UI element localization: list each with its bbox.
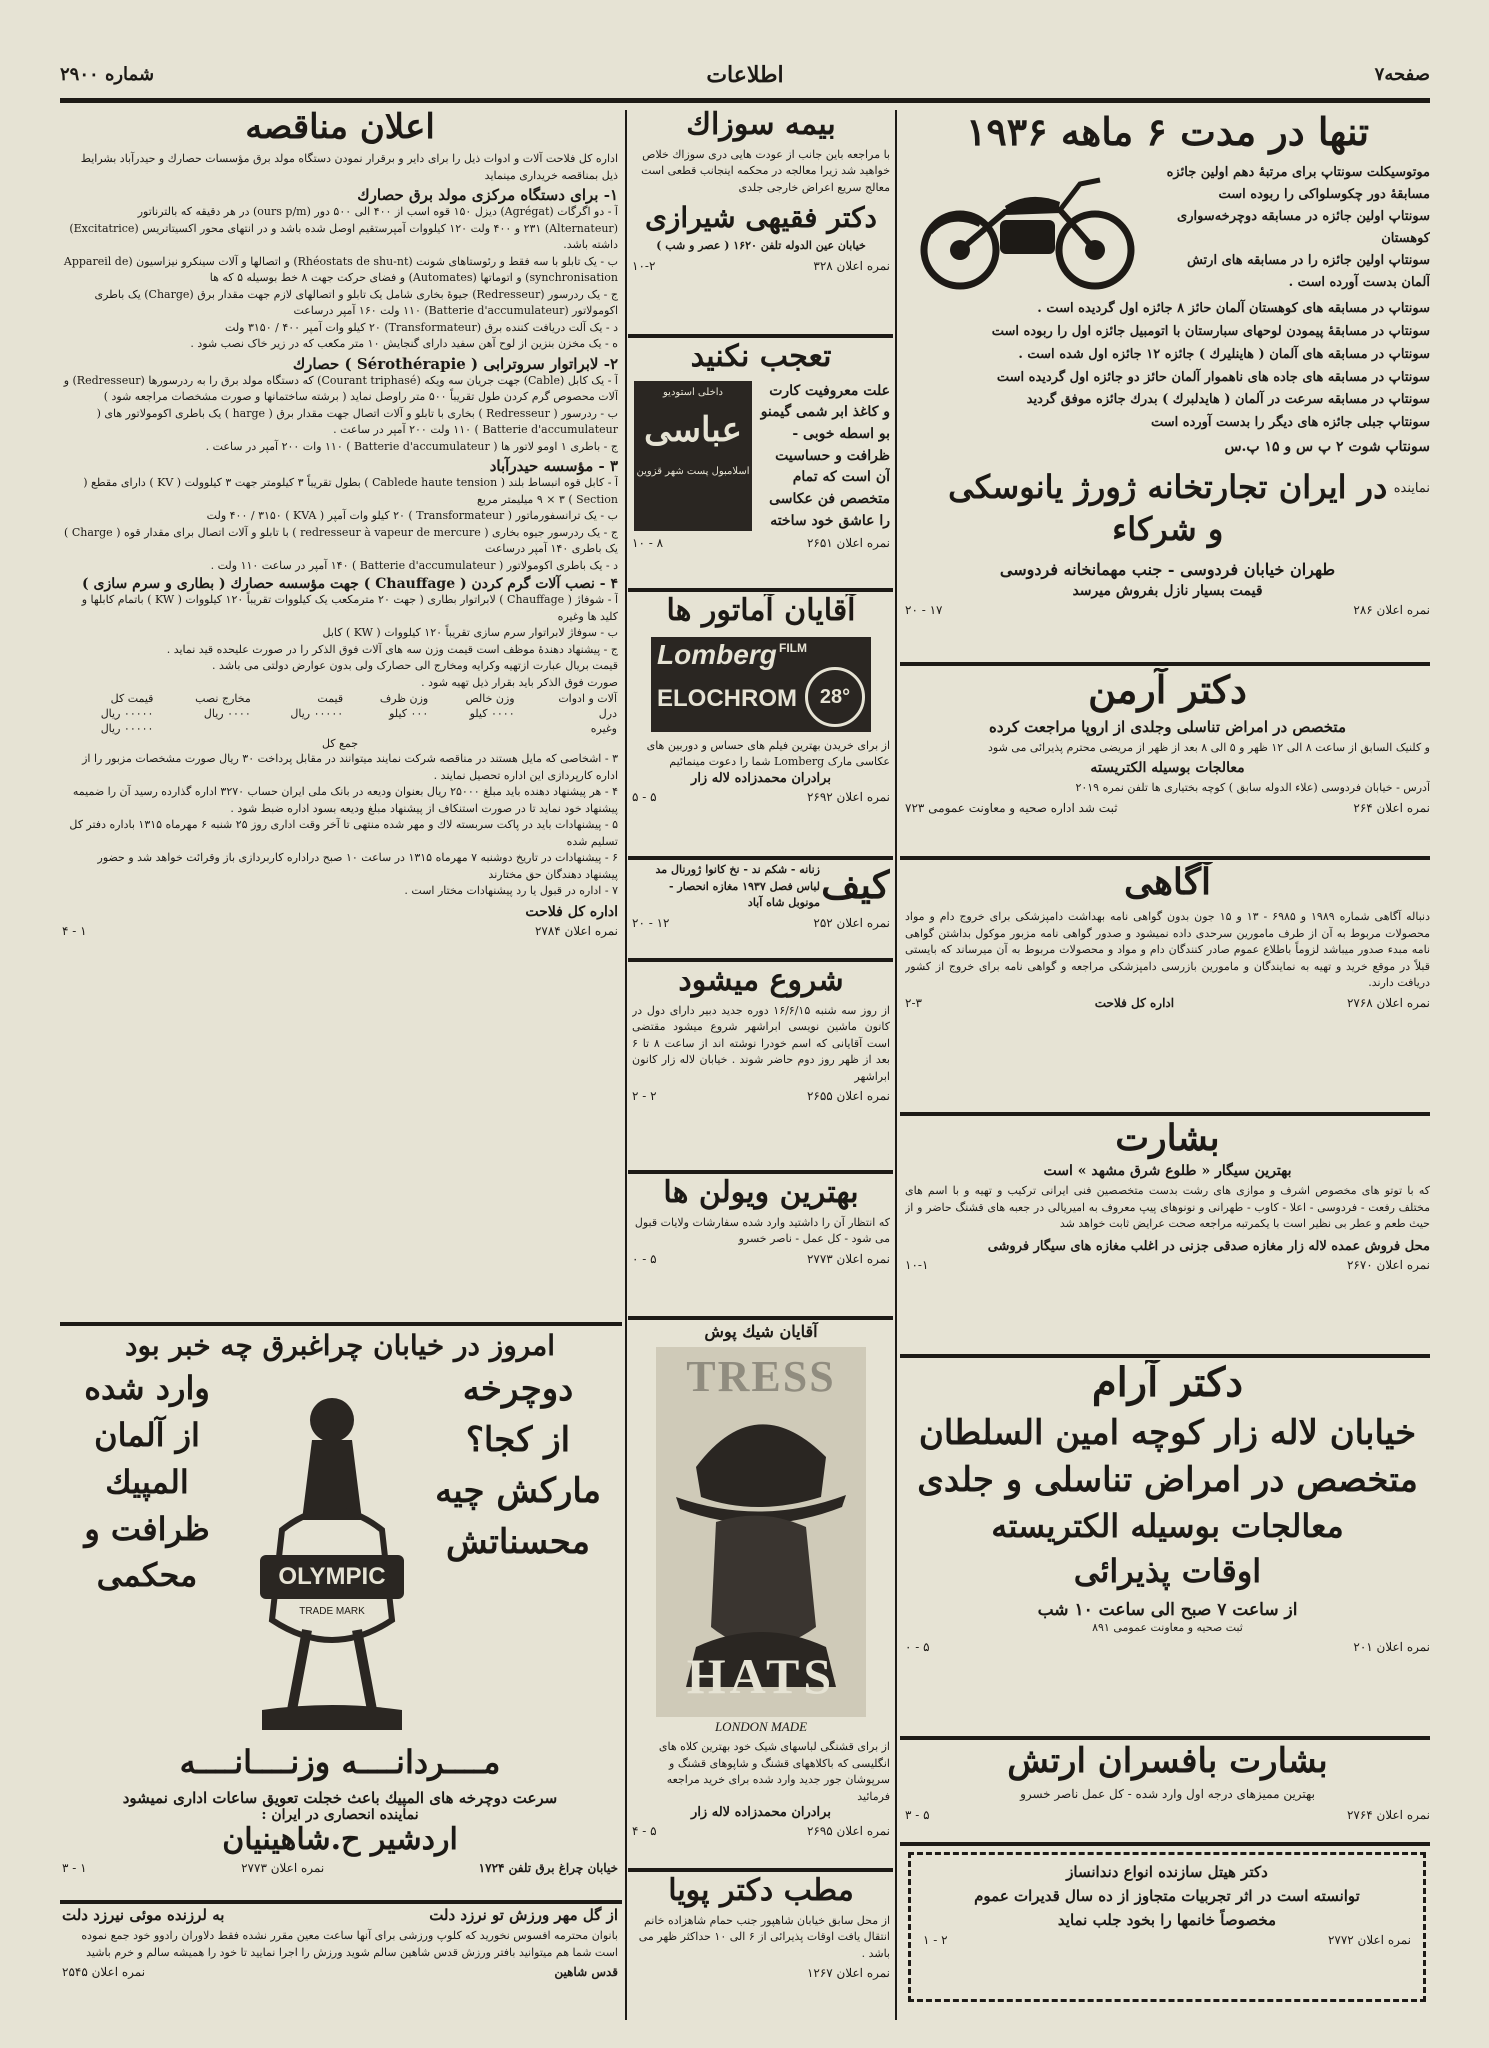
motorcycle-ad: [905, 108, 1430, 658]
ad-dates: ۱ - ۴: [62, 923, 87, 938]
dr-aram-line: دکتر آرام: [1091, 1360, 1244, 1406]
olympic-trademark: TRADE MARK: [299, 1606, 365, 1618]
hats-ad: [632, 1322, 890, 1867]
starts-body: از روز سه شنبه ۱۶/۶/۱۵ دوره جدید دبیر دارای دول در کانون ماشین نویسی ابراشهر شروع میشود مقتضی است آقایانی که اسم خودرا نوشته اند از ساعت ۸ تا ۶ بعد از ظهر روز دوم حاضر شوند . خیابان لاله زار کانون ابراشهر: [632, 1003, 890, 1083]
hats-brand-top: TRESS: [686, 1352, 836, 1401]
ad-dates: ۲ - ۱: [923, 1933, 948, 1947]
ad-dates: ۵ - ۴: [632, 1824, 657, 1838]
notice-ad: [905, 862, 1430, 1112]
tender-table-title: صورت فوق الذکر باید بقرار ذیل تهیه شود .: [421, 675, 618, 689]
notice-headline: آگاهی: [1123, 862, 1212, 903]
tender-item: ب - یک ترانسفورماتور ( Transformateur ) ۲۰ کیلو وات آمپر ( KVA ) ۴۰۰ / ۳۱۵۰ ولت: [206, 509, 618, 523]
besharat-ad: [905, 1118, 1430, 1353]
insurance-headline: بیمه سوزاك: [686, 108, 836, 142]
starts-ad: [632, 964, 890, 1169]
tender-section: ۲- لابراتوار سروترابی ( Sérothérapie ) حصارك: [292, 354, 618, 373]
motorcycle-headline: تنها در مدت ۶ ماهه ۱۹۳۶: [965, 109, 1370, 154]
ad-number: نمره اعلان ۲۶۴: [1353, 800, 1430, 815]
motorcycle-rep-label: نماینده: [1393, 481, 1430, 497]
abbasi-logo-top: داخلی استودیو: [663, 386, 723, 398]
motorcycle-lines-top: [1145, 162, 1430, 295]
motorcycle-line: سونتاپ در مسابقه های کوهستان آلمان حائز ۸ جائزه اول گردیده است .: [1037, 301, 1430, 317]
film-speed-badge: 28°: [805, 667, 865, 727]
amateurs-ad: [632, 594, 890, 854]
lomberg-logo: [651, 637, 871, 732]
elochrom-brand: ELOCHROM: [657, 684, 797, 712]
ad-number: نمره اعلان ۲۷۷۳: [241, 1861, 325, 1876]
ad-separator: [628, 588, 893, 592]
dr-pouya-headline: مطب دکتر پویا: [668, 1874, 854, 1908]
newspaper-title: اطلاعات: [706, 62, 784, 88]
motorcycle-line: موتوسیکلت سونتاپ برای مرتبهٔ دهم اولین جائزه: [1166, 164, 1430, 180]
tender-condition: ۳ - اشخاصی که مایل هستند در مناقصه شرکت نمایند میتوانند در مقابل پرداخت ۳۰ ریال صورت مشخصات مزبور را از اداره کارپردازی این اداره تحصیل نمایند .: [82, 752, 618, 782]
dentist-line: مخصوصاً خانمها را بخود جلب نماید: [1057, 1911, 1277, 1929]
lomberg-brand: Lomberg: [657, 638, 777, 670]
tender-table: [62, 691, 618, 751]
ad-number: نمره اعلان ۲۷۶۴: [1346, 1807, 1430, 1822]
dr-pouya-body: از محل سابق خیابان شاهپور جنب حمام شاهزاده خانم انتقال یافت اوقات پذیرائی از ۶ الی ۱۰ حداکثر ظهر می باشد .: [638, 1913, 890, 1960]
tender-item: ج - یک ردرسور (Redresseur) جیوهٔ بخاری شامل یک تابلو و اتصالهای لازم جهت مقدار برق (Charge) یک باطری اکومولاتور (Batterie d'accumulateur) ۱۱۰ ولت ۱۶۰ آمپر درساعت: [94, 287, 618, 318]
gym-headline: از گل مهر ورزش تو نرزد دلت: [429, 1906, 618, 1924]
ad-note: ثبت شد اداره صحیه و معاونت عمومی ۷۲۳: [905, 800, 1118, 815]
tender-item: آ - کابل قوه انبساط بلند ( Cablede haute tension ) بطول تقریباً ۳ کیلومتر جهت ۳ کیلوولت ( KV ) دارای مقطع ( Section ) ۹ × ۳ میلیمتر مربع: [83, 476, 618, 506]
ad-number: نمره اعلان ۲۵۲: [813, 915, 890, 930]
tender-table-head: مخارج نصب: [195, 692, 251, 706]
column-divider: [625, 110, 627, 2020]
ad-number: نمره اعلان ۲۶۵۵: [806, 1089, 890, 1103]
ad-number: نمره اعلان ۲۰۱: [1353, 1640, 1430, 1655]
tender-item: ه - یک مخزن بنزین از لوح آهن سفید دارای گنجایش ۱۰ متر مکعب که در زیر خاک نصب شود .: [190, 337, 618, 351]
tender-section: ۴ - نصب آلات گرم کردن ( Chauffage ) جهت مؤسسه حصارك ( بطاری و سرم سازی ): [82, 576, 618, 593]
amateurs-seller: برادران محمدزاده لاله زار: [691, 770, 831, 786]
olympic-left-line: ظرافت و: [84, 1509, 210, 1548]
amateurs-headline: آقایان آماتور ها: [666, 594, 856, 628]
motorcycle-line: سونتاپ در مسابقه سرعت در آلمان ( هایدلبرك ) بدرك جائزه موفق گردید: [1026, 392, 1430, 408]
ad-separator: [628, 334, 893, 338]
abbasi-body: علت معروفیت کارت و کاغذ ابر شمی گیمنو بو اسطه خوبی - ظرافت و حساسیت آن است که تمام متخصص فن عکاسی را عاشق خود ساخته: [760, 382, 890, 529]
motorcycle-illustration: [905, 162, 1145, 292]
ad-dates: ۵ - ۰: [905, 1640, 930, 1655]
olympic-ad: [62, 1330, 618, 1895]
dr-aram-line: اوقات پذیرائی: [1073, 1551, 1262, 1590]
abbasi-ad: [632, 340, 890, 585]
tender-table-cell: ۰۰۰۰۰ ریال: [100, 722, 154, 736]
tender-item: ج - پیشنهاد دهندهٔ موظف است قیمت وزن سه های آلات فوق الذکر را در صورت علیحده قید نماید .: [166, 642, 618, 656]
gym-body: بانوان محترمه افسوس نخورید که کلوپ ورزشی برای آنها ساعت معین مقرر نشده فقط دلاوران رادوو خود جمع نموده است شما هم میتوانید بافتر ورزش قدس شاهین سالم شوید ورزش را اجرا نمایید تا خود را همیشه سالم و خرم باشید: [81, 1929, 618, 1959]
officers-ad: [905, 1742, 1430, 1842]
besharat-body: که با توتو های مخصوص اشرف و موازی های رشت بدست متخصصین فنی ایرانی ترکیب و تهیه و با اسم های مختلف رفعت - فردوسی - اعلا - کاوب - طهرانی و نونوهای پیپ معروف به امیریالی در جعبه های قشنگ حاضر و از حیث طعم و عطر بی نظیر است با یکمرتبه مراجعه صحت عرایض ثابت خواهد شد: [905, 1184, 1430, 1231]
tender-table-cell: وغیره: [590, 722, 617, 736]
motorcycle-price: قیمت بسیار نازل بفروش میرسد: [1072, 583, 1263, 600]
tender-item: د - یک آلت دریافت کننده برق (Transformateur) ۲۰ کیلو وات آمپر ۴۰۰ / ۳۱۵۰ ولت: [225, 320, 618, 334]
insurance-address: خیابان عین الدوله تلفن ۱۶۲۰ ( عصر و شب ): [656, 239, 866, 253]
olympic-left-line: محکمی: [96, 1556, 198, 1595]
insurance-body: با مراجعه باین جانب از عودت هایی دری سوزاك خلاص خواهید شد زیرا معالجه در محکمه اینجانب قطعی است معالج سریع اعراض خارجی جلدی: [641, 147, 890, 194]
ad-dates: ۱۷ - ۲۰: [905, 603, 943, 618]
tender-section: ۳ - مؤسسه حیدرآباد: [489, 457, 618, 476]
tender-table-cell: درل: [598, 707, 617, 721]
ad-separator: [60, 1322, 622, 1326]
violins-ad: [632, 1176, 890, 1316]
tender-table-total: جمع کل: [321, 737, 359, 751]
tender-sign: اداره کل فلاحت: [525, 903, 618, 920]
notice-sign: اداره کل فلاحت: [1094, 995, 1175, 1010]
ad-number: نمره اعلان ۲۶۹۵: [806, 1824, 890, 1838]
dentist-ad: [908, 1852, 1426, 2002]
abbasi-logo-bottom: اسلامبول پست شهر قزوین: [636, 465, 750, 477]
tender-item: ج - باطری ۱ اومو لاتور ها ( Batterie d'accumulateur ) ۱۱۰ وات ۲۰۰ آمپر در ساعت .: [205, 439, 618, 453]
tender-table-head: وزن ظرف: [379, 692, 429, 706]
ad-number: نمره اعلان ۱۲۶۷: [806, 1966, 890, 1980]
olympic-logo: [252, 1370, 412, 1740]
ad-dates: ۵ - ۳: [905, 1807, 930, 1822]
dr-armen-sub: متخصص در امراض تناسلی وجلدی از اروپا مراجعت کرده: [989, 717, 1346, 736]
tender-item: آ - شوفاژ ( Chauffage ) لابراتوار بطاری ( جهت ۲۰ مترمکعب یک کیلووات تقریباً ۱۲۰ کیلووات ( KW ) باتمام کابلها و کلید ها وغیره: [81, 593, 618, 623]
tender-table-head: قیمت: [317, 692, 344, 706]
dr-aram-hours: از ساعت ۷ صبح الی ساعت ۱۰ شب: [1037, 1599, 1298, 1620]
motorcycle-company: در ایران تجارتخانه ژورژ یانوسکی و شرکاء: [948, 468, 1388, 548]
besharat-sub: بهترین سیگار « طلوع شرق مشهد » است: [1043, 1163, 1292, 1180]
tender-item: ب - یک تابلو با سه فقط و رئوستاهای شونت (Rhéostats de shu-nt) و اتصالها و آلات سینکرو نیزاسیون (Appareil de synchronisation) و اتوماتها (Automates) و فضای حرکت جهت ۸ خط بوسیله ۵ که ها: [63, 254, 618, 285]
dr-aram-note: ثبت صحیه و معاونت عمومی ۸۹۱: [1092, 1620, 1243, 1634]
tender-table-cell: [252, 721, 344, 736]
olympic-right-text: [418, 1370, 618, 1562]
tender-table-cell: [429, 721, 515, 736]
abbasi-logo: [634, 381, 752, 531]
ad-separator: [628, 1170, 893, 1174]
olympic-address: خیابان چراغ برق تلفن ۱۷۲۴: [478, 1861, 618, 1876]
ad-separator: [900, 662, 1430, 666]
kif-word: کیف: [821, 862, 890, 907]
dr-aram-line: متخصص در امراض تناسلی و جلدی: [917, 1460, 1418, 1501]
violins-headline: بهترین ویولن ها: [663, 1176, 859, 1210]
tender-table-cell: [344, 721, 429, 736]
tender-table-cell: ۰۰۰۰ کیلو: [469, 707, 515, 721]
ad-number: نمره اعلان ۲۷۷۲: [1327, 1933, 1411, 1947]
motorcycle-line: سونتاپ در مسابقه های جاده های ناهموار آلمان حائز دو جائزه اول گردیده است: [996, 369, 1430, 385]
ad-separator: [900, 1112, 1430, 1116]
ad-dates: ۱۰-۲: [632, 258, 656, 273]
motorcycle-line: مسابقهٔ دور چکوسلواکی را ربوده است: [1218, 186, 1430, 202]
dentist-line: دکتر هیتل سازنده انواع دندانساز: [1066, 1863, 1268, 1881]
tender-intro: اداره کل فلاحت آلات و ادوات ذیل را برای دایر و برقرار نمودن دستگاه مولد برق مؤسسات حصارك و حیدرآباد بشرایط ذیل بمناقصه خریداری مینماید: [80, 152, 618, 182]
tender-item: ج - یک ردرسور جیوه بخاری ( redresseur à vapeur de mercure ) با تابلو و آلات اتصال برای مقدار قوه ( Charge ) یک باطری ۱۴۰ آمپر درساعت: [64, 525, 618, 556]
ad-separator: [60, 1900, 622, 1904]
page-label: صفحه۷: [1374, 64, 1430, 85]
ad-separator: [628, 856, 893, 860]
hats-brand: HATS: [686, 1648, 836, 1704]
besharat-sale: محل فروش عمده لاله زار مغازه صدقی جزنی در اغلب مغازه های سیگار فروشی: [987, 1238, 1430, 1254]
tender-table-head: وزن خالص: [465, 692, 515, 706]
ad-dates: ۸ - ۱۰: [632, 536, 664, 551]
gym-headline-2: به لرزنده موئی نیرزد دلت: [62, 1906, 225, 1924]
dr-aram-line: معالجات بوسیله الکتریسته: [991, 1507, 1344, 1546]
violins-body: که انتظار آن را داشتید وارد شده سفارشات ولایات قبول می شود - کل عمل - ناصر خسرو: [634, 1215, 890, 1245]
motorcycle-line: سونتاپ اولین جائزه را در مسابقه های ارتش: [1186, 253, 1430, 269]
dr-aram-ad: [905, 1360, 1430, 1735]
tender-item: ب - سوفاژ لابراتوار سرم سازی تقریباً ۱۲۰ کیلووات ( KW ) کابل: [322, 626, 618, 640]
olympic-bottom: مــــردانــــه وزنــــانــــه: [179, 1743, 501, 1782]
dr-armen-body: و کلنیک السابق از ساعت ۸ الی ۱۲ ظهر و ۵ الی ۸ بعد از ظهر از مریضی محترم پذیرائی می شود: [987, 740, 1430, 754]
ad-number: نمره اعلان ۲۷۷۳: [806, 1251, 890, 1266]
olympic-right-line: محسناتش: [446, 1522, 590, 1563]
ad-separator: [900, 1354, 1430, 1358]
ad-dates: ۵ - ۵: [632, 789, 657, 804]
tender-condition: ۷ - اداره در قبول یا رد پیشنهادات مختار است .: [404, 884, 618, 898]
header-rule: [60, 98, 1430, 103]
tender-item: آ - یک کابل (Cable) جهت جریان سه ویکه (Courant triphasé) که دستگاه مولد برق را به ردرسورها (Redresseur) و آلات محصوص گرم کردن طول تقریباً ۵۰۰ متر راوصل نماید ( برشته ساختمانها و صورت مشخصات مراجعه شود ): [63, 373, 618, 404]
ad-number: نمره اعلان ۲۷۶۸: [1346, 995, 1430, 1010]
olympic-right-line: دوچرخه: [462, 1369, 574, 1410]
hats-headline: آقایان شیك پوش: [704, 1322, 818, 1341]
olympic-speed: سرعت دوچرخه های المپیك باعث خجلت تعویق ساعات اداری نمیشود: [122, 1788, 558, 1807]
notice-body: دنباله آگاهی شماره ۱۹۸۹ و ۶۹۸۵ - ۱۳ و ۱۵ جون بدون گواهی نامه بهداشت دامپزشکی برای خروج دام و مواد محصولات مربوط به آن از طرف مامورین سرحدی داده نمیشود و صدور گواهی نامه مزبور موکول بداشتن گواهی نامه مبدء صدور میباشد لزوماً باطلاع عموم صادر کنندگان دام و مواد و محصولات مربوط به آن میرساند که بایستی قبلاً در موقع خرید و تهیه به نمایندگان و مامورین بازرسی دامپزشکی مراجعه و گواهی نامه برای خروج از کشور دریافت دارند.: [905, 910, 1430, 990]
dr-armen-address: آدرس - خیابان فردوسی (علاء الدوله سابق ) کوچه بختیاری ها تلفن نمره ۲۰۱۹: [1075, 781, 1430, 795]
gym-ad: [62, 1906, 618, 2016]
tender-table-head: آلات و ادوات: [558, 692, 617, 706]
ad-separator: [628, 958, 893, 962]
tender-table-head: قیمت کل: [110, 692, 154, 706]
motorcycle-line: سونتاپ شوت ۲ پ س و ۱۵ پ.س: [1224, 438, 1430, 455]
motorcycle-address: طهران خیابان فردوسی - جنب مهمانخانه فردوسی: [999, 560, 1336, 580]
ad-separator: [900, 1842, 1430, 1846]
insurance-doctor: دکتر فقیهی شیرازی: [644, 201, 877, 234]
olympic-right-line: مارکش چیه: [435, 1471, 601, 1512]
dr-aram-line: خیابان لاله زار کوچه امین السلطان: [918, 1413, 1417, 1453]
tender-table-cell: [154, 721, 251, 736]
hats-made: LONDON MADE: [714, 1719, 808, 1734]
ad-dates: ۲ - ۲: [632, 1089, 657, 1103]
tender-condition: ۴ - هر پیشنهاد دهنده باید مبلغ ۲۵۰۰۰ ریال بعنوان ودیعه در بانک ملی ایران حساب ۳۲۷۰ اداره گذارده رسید آن را ضمیمه پیشنهاد خود نماید تا در صورت استنکاف از پیشنهاد مبلغ ودیعه بسود اداره ضبط شود .: [72, 785, 618, 815]
hats-illustration: [656, 1347, 866, 1717]
tender-table-cell: ۰۰۰۰ ریال: [203, 707, 251, 721]
lomberg-film: FILM: [779, 640, 807, 655]
ad-dates: ۲-۳: [905, 995, 922, 1010]
besharat-headline: بشارت: [1115, 1118, 1220, 1159]
motorcycle-lines-bottom: [905, 298, 1430, 459]
olympic-rep: نماینده انحصاری در ایران :: [261, 1806, 419, 1823]
kif-body: زنانه - شکم ند - نخ کانوا ژورنال مد لباس فصل ۱۹۳۷ مغازه انحصار - مونوبل شاه آباد: [655, 863, 820, 909]
olympic-left-line: المپیك: [105, 1462, 189, 1501]
tender-item: آ - دو اگرگات (Agrégat) دیزل ۱۵۰ قوه اسب از ۴۰۰ الی ۵۰۰ دور (ours p/m) در هر دقیقه که بالترناتور (Alternateur) ۲۳۱ و ۴۰۰ ولت ۱۲۰ کیلووات آمپرستقیم اوصل شده باشد و در انتهای محور اکسیتاتریس (Excitatrice) داشته باشد.: [69, 205, 618, 252]
motorcycle-line: سونتاپ اولین جائزه در مسابقه دوچرخه‌سواری کوهستان: [1177, 208, 1430, 246]
ad-number: نمره اعلان ۳۲۸: [813, 258, 890, 273]
tender-table-cell: ۰۰۰۰۰ ریال: [100, 707, 154, 721]
dr-armen-treat: معالجات بوسیله الکتریسته: [1090, 760, 1245, 777]
ad-number: نمره اعلان ۲۸۶: [1353, 603, 1430, 618]
insurance-ad: [632, 108, 890, 333]
motorcycle-line: آلمان بدست آورده است .: [1288, 275, 1430, 291]
page-header: [60, 60, 1430, 100]
ad-separator: [628, 1868, 893, 1872]
ad-number: نمره اعلان ۲۵۴۵: [62, 1965, 146, 1979]
hats-seller: برادران محمدزاده لاله زار: [691, 1805, 831, 1820]
olympic-left-text: [62, 1370, 232, 1594]
dr-armen-ad: [905, 668, 1430, 853]
starts-headline: شروع میشود: [678, 964, 844, 998]
ad-dates: ۵ - ۰: [632, 1251, 657, 1266]
olympic-right-line: از کجا؟: [465, 1420, 571, 1461]
gym-name: قدس شاهین: [554, 1965, 618, 1979]
ad-number: نمره اعلان ۲۶۷۰: [1346, 1257, 1430, 1272]
tender-condition: ۵ - پیشنهادات باید در پاکت سربسته لاك و مهر شده منتهی تا آخر وقت اداری روز ۲۵ شنبه ۶ مهرماه ۱۳۱۵ باداره دفتر کل تسلیم شده: [69, 818, 618, 848]
ad-number: نمره اعلان ۲۷۸۴: [534, 923, 618, 938]
hats-body: از برای قشنگی لباسهای شیک خود بهترین کلاه های انگلیسی که باکلاههای قشنگ و شاپوهای قشنگ و سرپوشان جور جدید وارد شده برای خرید مراجعه فرمائید: [658, 1740, 890, 1803]
column-divider: [895, 110, 897, 2020]
olympic-left-line: از آلمان: [94, 1415, 200, 1454]
tender-table-cell: ۰۰۰۰۰ ریال: [290, 707, 344, 721]
abbasi-logo-name: عباسی: [644, 409, 742, 450]
dentist-line: توانسته است در اثر تجربیات متجاوز از ده سال قدیرات عموم: [974, 1887, 1360, 1905]
ad-separator: [900, 1736, 1430, 1740]
officers-headline: بشارت بافسران ارتش: [1007, 1742, 1328, 1781]
abbasi-headline: تعجب نکنید: [690, 340, 832, 374]
officers-body: بهترین ممیزهای درجه اول وارد شده - کل عمل ناصر خسرو: [1020, 1787, 1315, 1802]
kif-ad: [632, 862, 890, 957]
ad-separator: [628, 1316, 893, 1320]
motorcycle-line: سونتاپ در مسابقهٔ پیمودن لوحهای سبارستان با اتومبیل جائزه اول را ربوده است: [991, 324, 1430, 339]
tender-ad: [62, 108, 618, 1318]
amateurs-body: از برای خریدن بهترین فیلم های حساس و دوربین های عکاسی مارک Lomberg شما را دعوت مینمائیم: [646, 738, 890, 768]
tender-headline: اعلان مناقصه: [245, 108, 435, 147]
olympic-logo-name: OLYMPIC: [260, 1555, 404, 1599]
tender-condition: ۶ - پیشنهادات در تاریخ دوشنبه ۷ مهرماه ۱۳۱۵ در ساعت ۱۰ صبح دراداره کاربردازی باز وقرائت خواهد شد و حضور پیشنهاد دهندگان حق مختارند: [97, 851, 618, 881]
ad-dates: ۱۰-۱: [905, 1257, 929, 1272]
issue-label: شماره ۲۹۰۰: [60, 64, 155, 85]
olympic-top: امروز در خیابان چراغبرق چه خبر بود: [125, 1330, 555, 1362]
tender-table-cell: ۰۰۰ کیلو: [389, 707, 429, 721]
motorcycle-line: سونتاپ جبلی جائزه های دیگر را بدست آورده است: [1150, 415, 1430, 430]
ad-dates: ۱ - ۳: [62, 1861, 87, 1876]
tender-price-note: قیمت بریال عبارت ازتهیه وکرایه ومخارج الی حصارک ولی بدون عوارض دولتی می باشد .: [212, 659, 618, 673]
tender-item: د - یک باطری اکومولاتور ( Batterie d'accumulateur ) ۱۴۰ آمپر در ساعت ۱۱۰ ولت .: [210, 558, 618, 572]
olympic-name: اردشیر ح.شاهینیان: [222, 1821, 458, 1857]
olympic-left-line: وارد شده: [84, 1369, 210, 1408]
tender-item: ب - ردرسور ( Redresseur ) بخاری با تابلو و آلات اتصال جهت مقدار برق ( harge ) یک باطری اکومولاتور های ( Batterie d'accumulateur ) ۱۱۰ ولت ۲۰۰ آمپر در ساعت .: [96, 406, 618, 437]
dr-pouya-ad: [632, 1874, 890, 2019]
motorcycle-line: سونتاپ در مسابقه های آلمان ( هاینلیرك ) جائزه ۱۲ جائزه اول شده است .: [1018, 346, 1430, 362]
ad-number: نمره اعلان ۲۶۹۲: [806, 789, 890, 804]
ad-dates: ۱۲ - ۲۰: [632, 915, 670, 930]
ad-number: نمره اعلان ۲۶۵۱: [806, 536, 890, 551]
ad-separator: [900, 856, 1430, 860]
dr-armen-headline: دکتر آرمن: [1088, 668, 1247, 712]
tender-section: ۱- برای دستگاه مرکزی مولد برق حصارك: [357, 186, 618, 205]
